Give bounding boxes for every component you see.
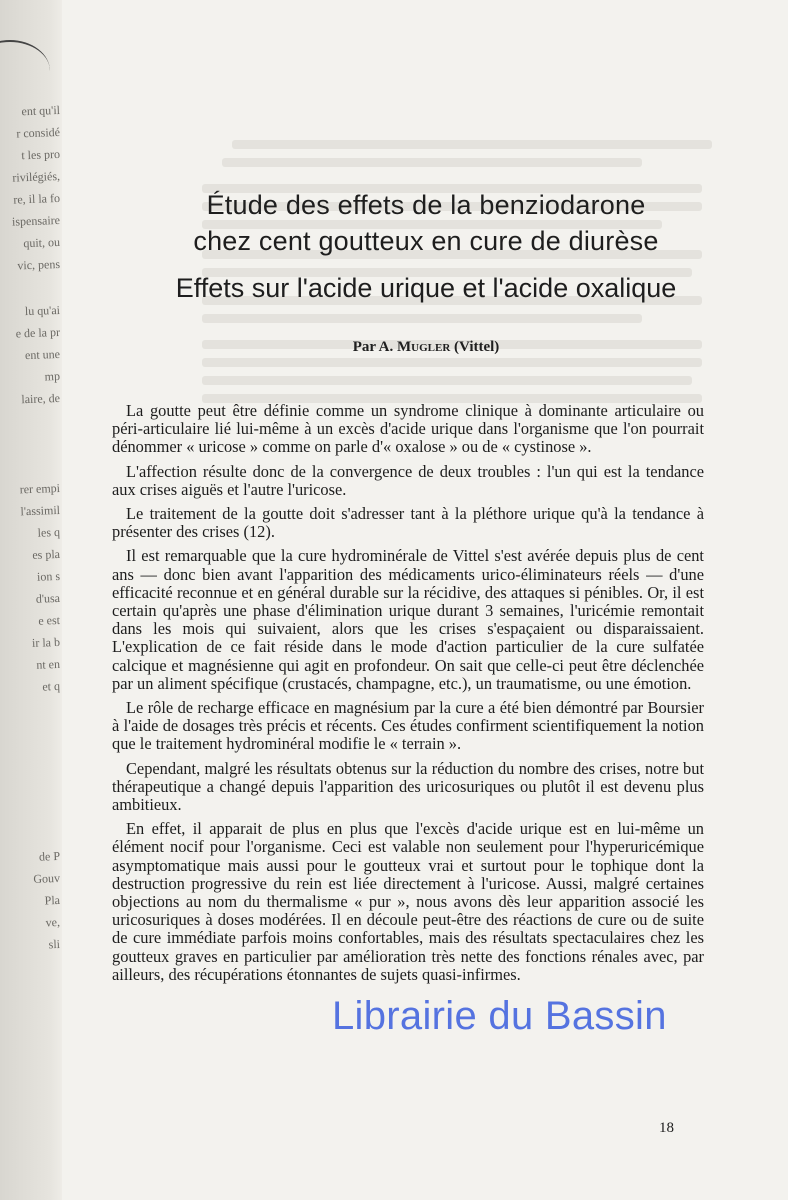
left-page-fragment: rer empi bbox=[19, 480, 61, 497]
title-line-1: Étude des effets de la benziodarone bbox=[206, 190, 646, 220]
author-line bbox=[82, 339, 770, 356]
show-through-line bbox=[202, 314, 642, 323]
article-body bbox=[112, 402, 704, 990]
article-subtitle: Effets sur l'acide urique et l'acide oxalique bbox=[175, 273, 677, 303]
left-page-fragment: lu qu'ai bbox=[24, 302, 61, 319]
paragraph-5: Le rôle de recharge efficace en magnésium par la cure a été bien démontré par Boursier à l'aide de dosages très précis et récents. Ces études confirment scientifiquement la notion que le traitement hydrominéral modifie le « terrain ». bbox=[112, 698, 704, 754]
left-page-fragment: t les pro bbox=[21, 146, 61, 163]
author-location: (Vittel) bbox=[454, 339, 500, 355]
paragraph-2: L'affection résulte donc de la convergence de deux troubles : l'un qui est la tendance aux crises aiguës et l'autre l'uricose. bbox=[112, 461, 704, 499]
show-through-line bbox=[202, 358, 702, 367]
left-page-fragment: sli bbox=[48, 936, 61, 952]
left-page-fragment: vic, pens bbox=[17, 256, 61, 273]
left-page-fragment: Gouv bbox=[33, 870, 61, 886]
left-page-fragment: d'usa bbox=[35, 590, 61, 606]
left-page-fragment: es pla bbox=[32, 546, 61, 562]
left-page-edge bbox=[0, 0, 62, 1200]
left-page-fragment: nt en bbox=[36, 656, 61, 672]
left-page-fragment: de P bbox=[38, 848, 61, 864]
page-curl bbox=[0, 40, 50, 102]
left-page-fragment: mp bbox=[44, 368, 61, 384]
left-page-fragment: laire, de bbox=[21, 390, 61, 407]
paragraph-6: Cependant, malgré les résultats obtenus sur la réduction du nombre des crises, notre but thérapeutique a changé depuis l'apparition des uricosuriques ou plutôt il est devenu plus ambitieux. bbox=[112, 758, 704, 815]
paragraph-4: Il est remarquable que la cure hydrominérale de Vittel s'est avérée depuis plus de cent ans — donc bien avant l'apparition des médicaments urico-éliminateurs réels — d'une efficacité reconnue et en général durable sur la récidive, des attaques si pénibles. Or, il est certain qu'après une phase d'élimination urique durant 3 semaines, l'uricémie remontait dans les mois qui suivaient, alors que les crises s'espaçaient ou disparaissaient. L'explication de ce fait réside dans le mode d'action particulier de la cure sulfatée calcique et magnésienne qui agit en profondeur. On sait que celle-ci peut être déclenchée par un aliment spécifique (crustacés, champagne, etc.), un traumatisme, ou une émotion. bbox=[112, 546, 704, 693]
left-page-fragment: re, il la fo bbox=[13, 190, 61, 207]
title-line-2: chez cent goutteux en cure de diurèse bbox=[193, 226, 659, 256]
article-title bbox=[82, 187, 770, 306]
left-page-fragment: ent une bbox=[24, 346, 61, 363]
paragraph-7: En effet, il apparait de plus en plus que l'excès d'acide urique est en lui-même un élément nocif pour l'organisme. Ceci est valable non seulement pour l'hyperuricémique asymptomatique mais aussi pour le goutteux vrai et surtout pour le tophique dont la destruction progressive du rein est liée directement à l'uricose. Aussi, malgré certaines objections au nom du thermalisme « pur », nous avons dès leur apparition associé les uricosuriques à doses modérées. Il en découle peut-être des réactions de cure ou de suite de cure immédiate parfois moins confortables, mais des résultats spectaculaires chez les goutteux graves en particulier par amélioration très nette des fonctions rénales avec, par ailleurs, des récupérations étonnantes de sujets quasi-infirmes. bbox=[112, 819, 704, 984]
left-page-fragment: les q bbox=[37, 524, 61, 540]
watermark-logo: Librairie du Bassin bbox=[332, 994, 667, 1038]
left-page-fragment: ion s bbox=[36, 568, 61, 584]
left-page-fragment: e de la pr bbox=[15, 324, 61, 341]
left-page-fragment: ve, bbox=[45, 914, 61, 930]
left-page-fragment: e est bbox=[38, 612, 61, 628]
page-number: 18 bbox=[659, 1120, 674, 1136]
left-page-fragment: l'assimil bbox=[20, 502, 61, 519]
left-page-fragment: rivilégiés, bbox=[12, 168, 61, 185]
show-through-line bbox=[222, 158, 642, 167]
show-through-line bbox=[232, 140, 712, 149]
paragraph-1: La goutte peut être définie comme un syndrome clinique à dominante articulaire ou péri-articulaire lié lui-même à un excès d'acide urique dans l'organisme que l'on pourrait dénommer « uricose » comme on parle d'« oxalose » ou de « cystinose ». bbox=[112, 401, 704, 457]
paragraph-3: Le traitement de la goutte doit s'adresser tant à la pléthore urique qu'à la tendance à présenter des crises (12). bbox=[112, 504, 704, 542]
left-page-fragment: ispensaire bbox=[11, 212, 61, 229]
show-through-line bbox=[202, 376, 692, 385]
left-page-fragment: quit, ou bbox=[23, 234, 61, 251]
left-page-fragment: ir la b bbox=[31, 634, 61, 650]
author-name: Mugler bbox=[397, 339, 451, 355]
left-page-fragment: ent qu'il bbox=[21, 102, 61, 119]
left-page-fragment: r considé bbox=[16, 124, 61, 141]
left-page-fragment: et q bbox=[42, 678, 61, 694]
left-page-fragment: Pla bbox=[44, 892, 61, 908]
author-prefix: Par A. bbox=[352, 339, 394, 355]
